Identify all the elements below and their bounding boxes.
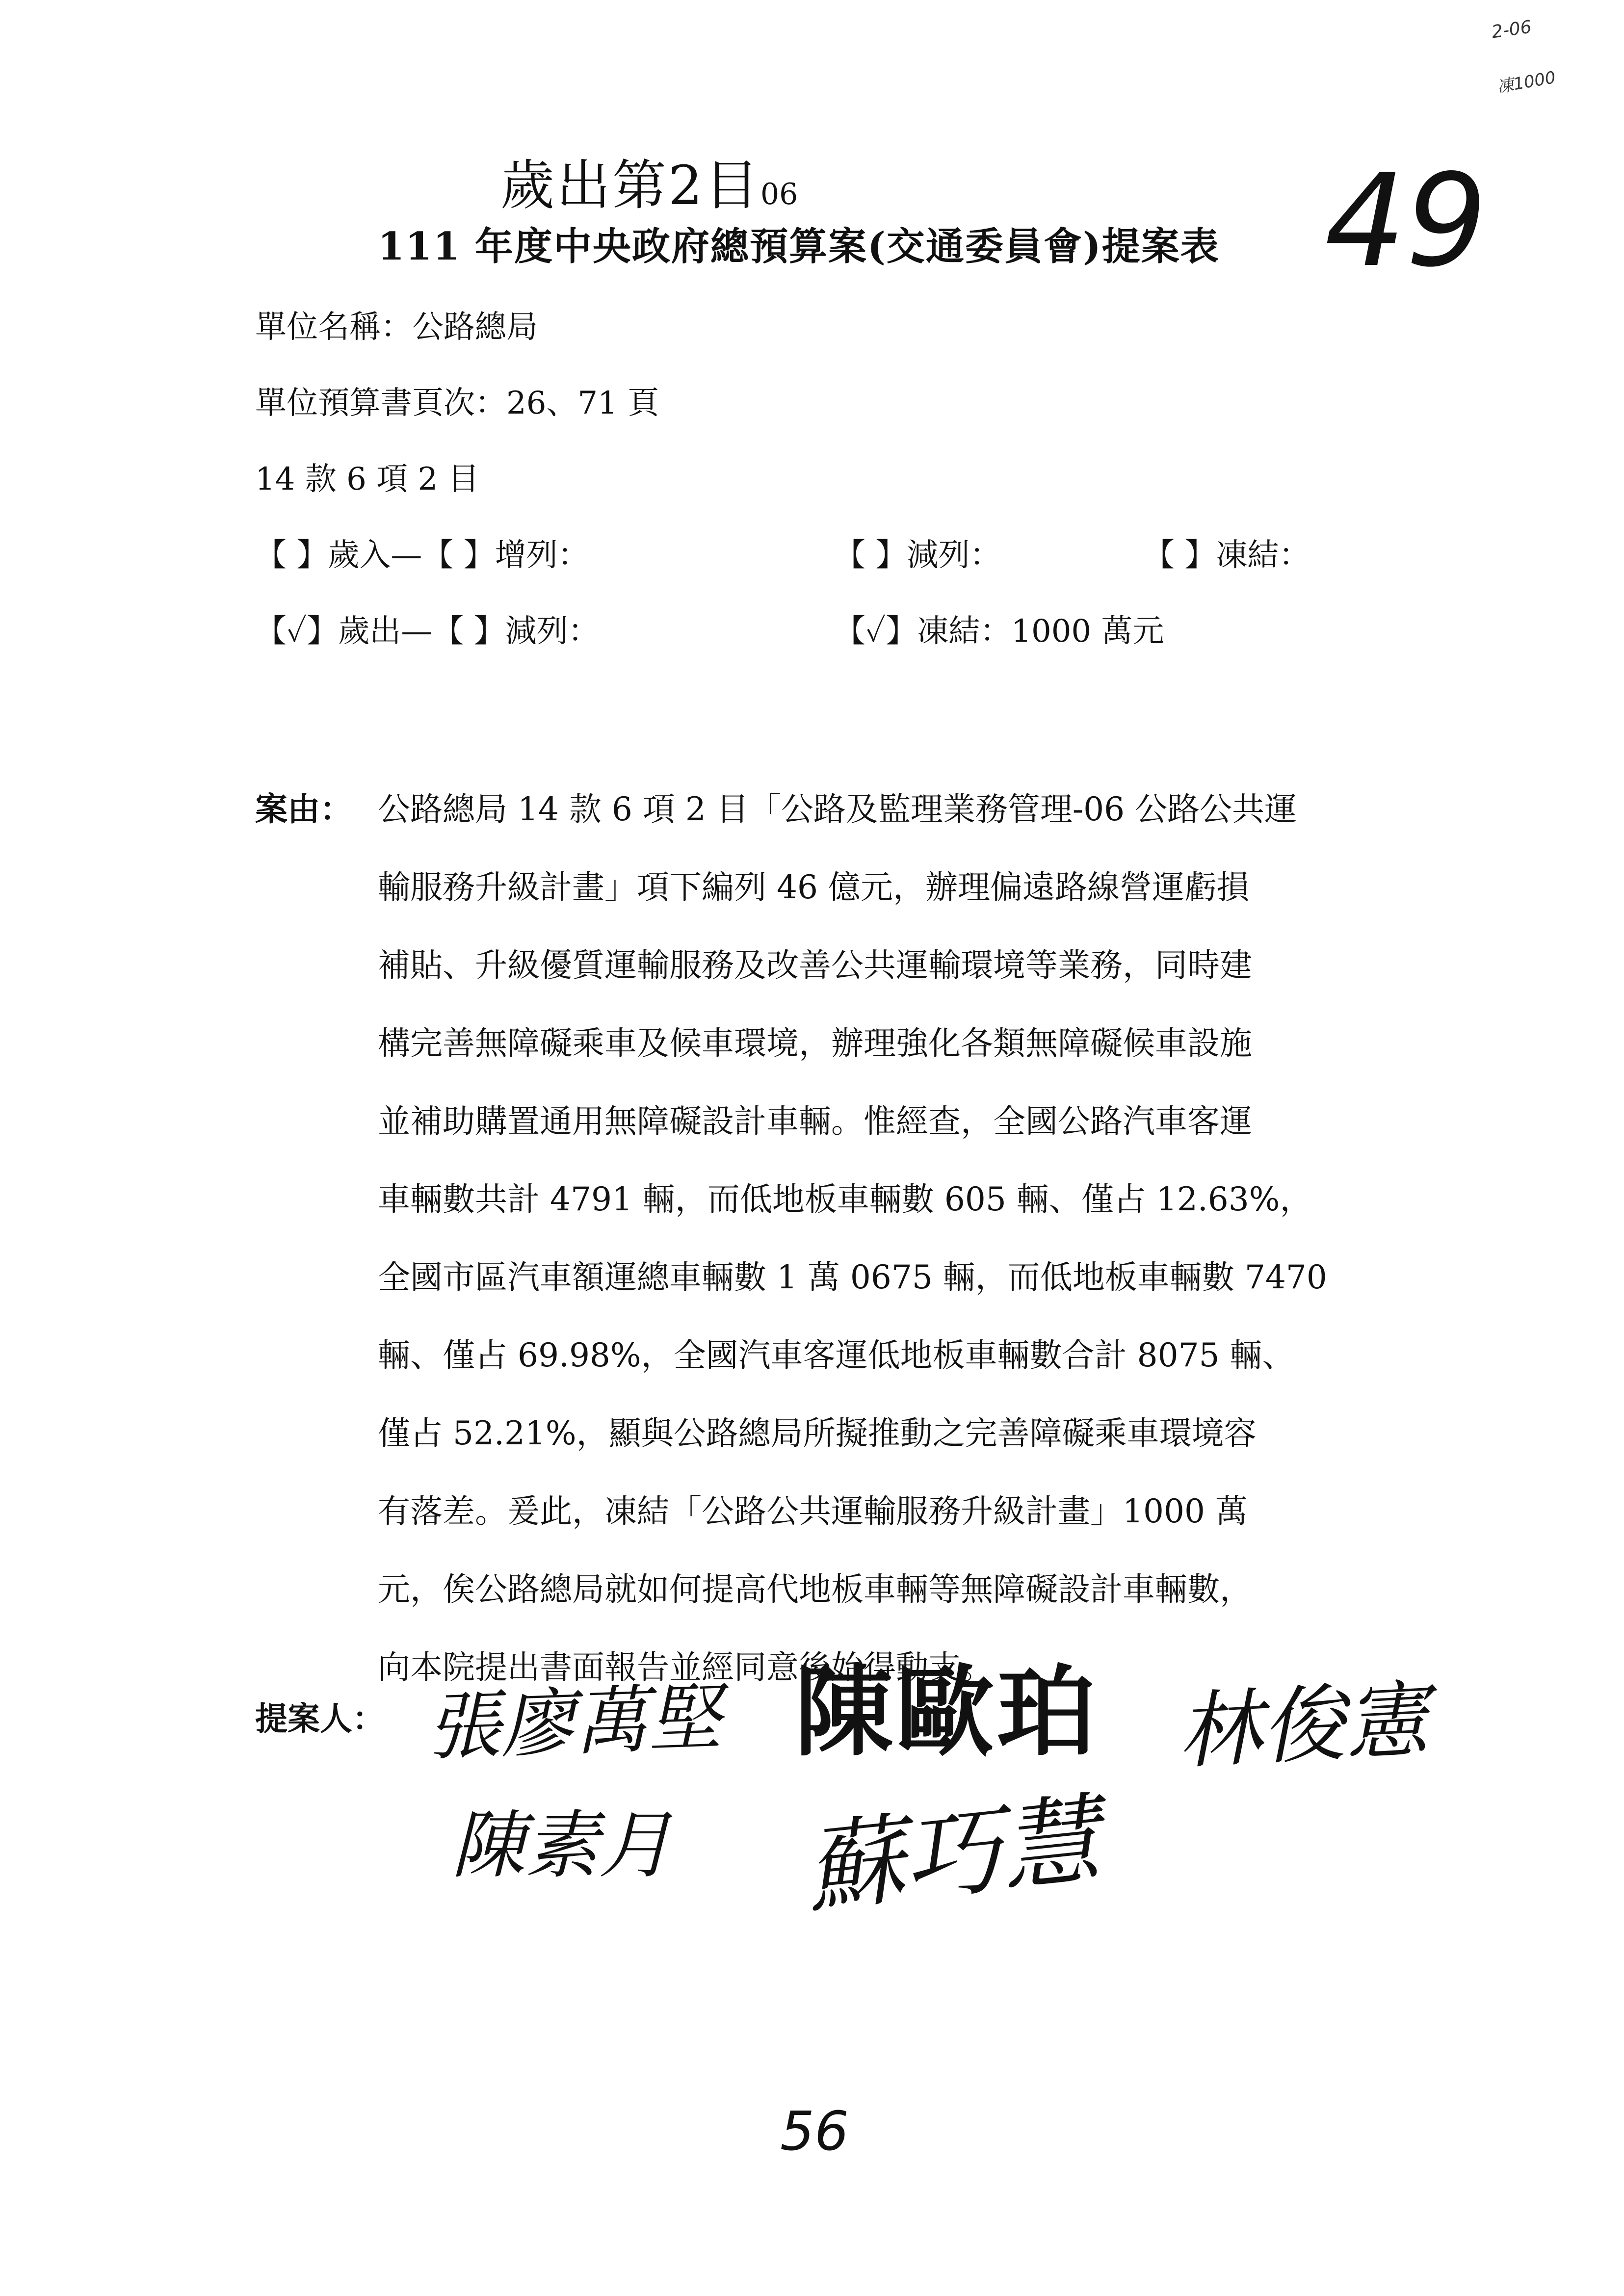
revenue-decrease-option: 【 】減列：	[834, 537, 1001, 574]
reason-line: 有落差。爰此，凍結「公路公共運輸服務升級計畫」1000 萬	[378, 1492, 1248, 1530]
budget-item-field: 14 款 6 項 2 目	[255, 461, 479, 497]
signature: 張廖萬堅	[425, 1675, 723, 1771]
reason-line: 車輛數共計 4791 輛，而低地板車輛數 605 輛、僅占 12.63%，	[378, 1180, 1312, 1218]
corner-handwritten-note: 凍1000	[1495, 67, 1557, 98]
handwritten-proposal-number: 49	[1325, 147, 1487, 295]
signature: 蘇巧慧	[800, 1782, 1105, 1927]
signature: 陳素月	[451, 1803, 673, 1888]
revenue-freeze-option: 【 】凍結：	[1143, 537, 1310, 574]
reason-text	[255, 770, 1442, 1706]
reason-section	[255, 770, 1442, 1706]
reason-line: 公路總局 14 款 6 項 2 目「公路及監理業務管理-06 公路公共運	[378, 790, 1297, 828]
reason-line: 構完善無障礙乘車及候車環境，辦理強化各類無障礙候車設施	[378, 1024, 1252, 1062]
page-number: 56	[780, 2100, 849, 2163]
revenue-increase-option: 【 】歲入—【 】增列：	[255, 537, 589, 574]
expenditure-decrease-option: 【✓】歲出—【 】減列：	[255, 613, 600, 650]
reason-line: 向本院提出書面報告並經同意後始得動支。	[378, 1648, 993, 1686]
reason-line: 輸服務升級計畫」項下編列 46 億元，辦理偏遠路線營運虧損	[378, 868, 1249, 906]
reason-label: 案由：	[255, 790, 352, 828]
proposer-label: 提案人：	[255, 1699, 385, 1738]
stamp-number: 06	[760, 177, 798, 211]
budget-category-stamp	[500, 142, 798, 220]
reason-line: 補貼、升級優質運輸服務及改善公共運輸環境等業務，同時建	[378, 946, 1252, 984]
reason-line: 並補助購置通用無障礙設計車輛。惟經查，全國公路汽車客運	[378, 1102, 1252, 1140]
corner-handwritten-note: 2-06	[1490, 17, 1533, 43]
stamp-text: 歲出第2目	[500, 154, 760, 217]
reason-line: 輛、僅占 69.98%，全國汽車客運低地板車輛數合計 8075 輛、	[378, 1336, 1295, 1374]
budget-page-field: 單位預算書頁次：26、71 頁	[255, 385, 659, 421]
reason-line: 僅占 52.21%，顯與公路總局所擬推動之完善障礙乘車環境容	[378, 1414, 1257, 1452]
signature: 陳歐珀	[795, 1655, 1099, 1770]
signature: 林俊憲	[1175, 1670, 1431, 1781]
unit-name-field: 單位名稱：公路總局	[255, 309, 538, 345]
expenditure-freeze-option: 【✓】凍結：1000 萬元	[834, 613, 1164, 650]
reason-line: 元，俟公路總局就如何提高代地板車輛等無障礙設計車輛數，	[378, 1570, 1252, 1608]
page-title: 111 年度中央政府總預算案(交通委員會)提案表	[378, 224, 1220, 269]
reason-line: 全國市區汽車額運總車輛數 1 萬 0675 輛，而低地板車輛數 7470	[378, 1258, 1327, 1296]
